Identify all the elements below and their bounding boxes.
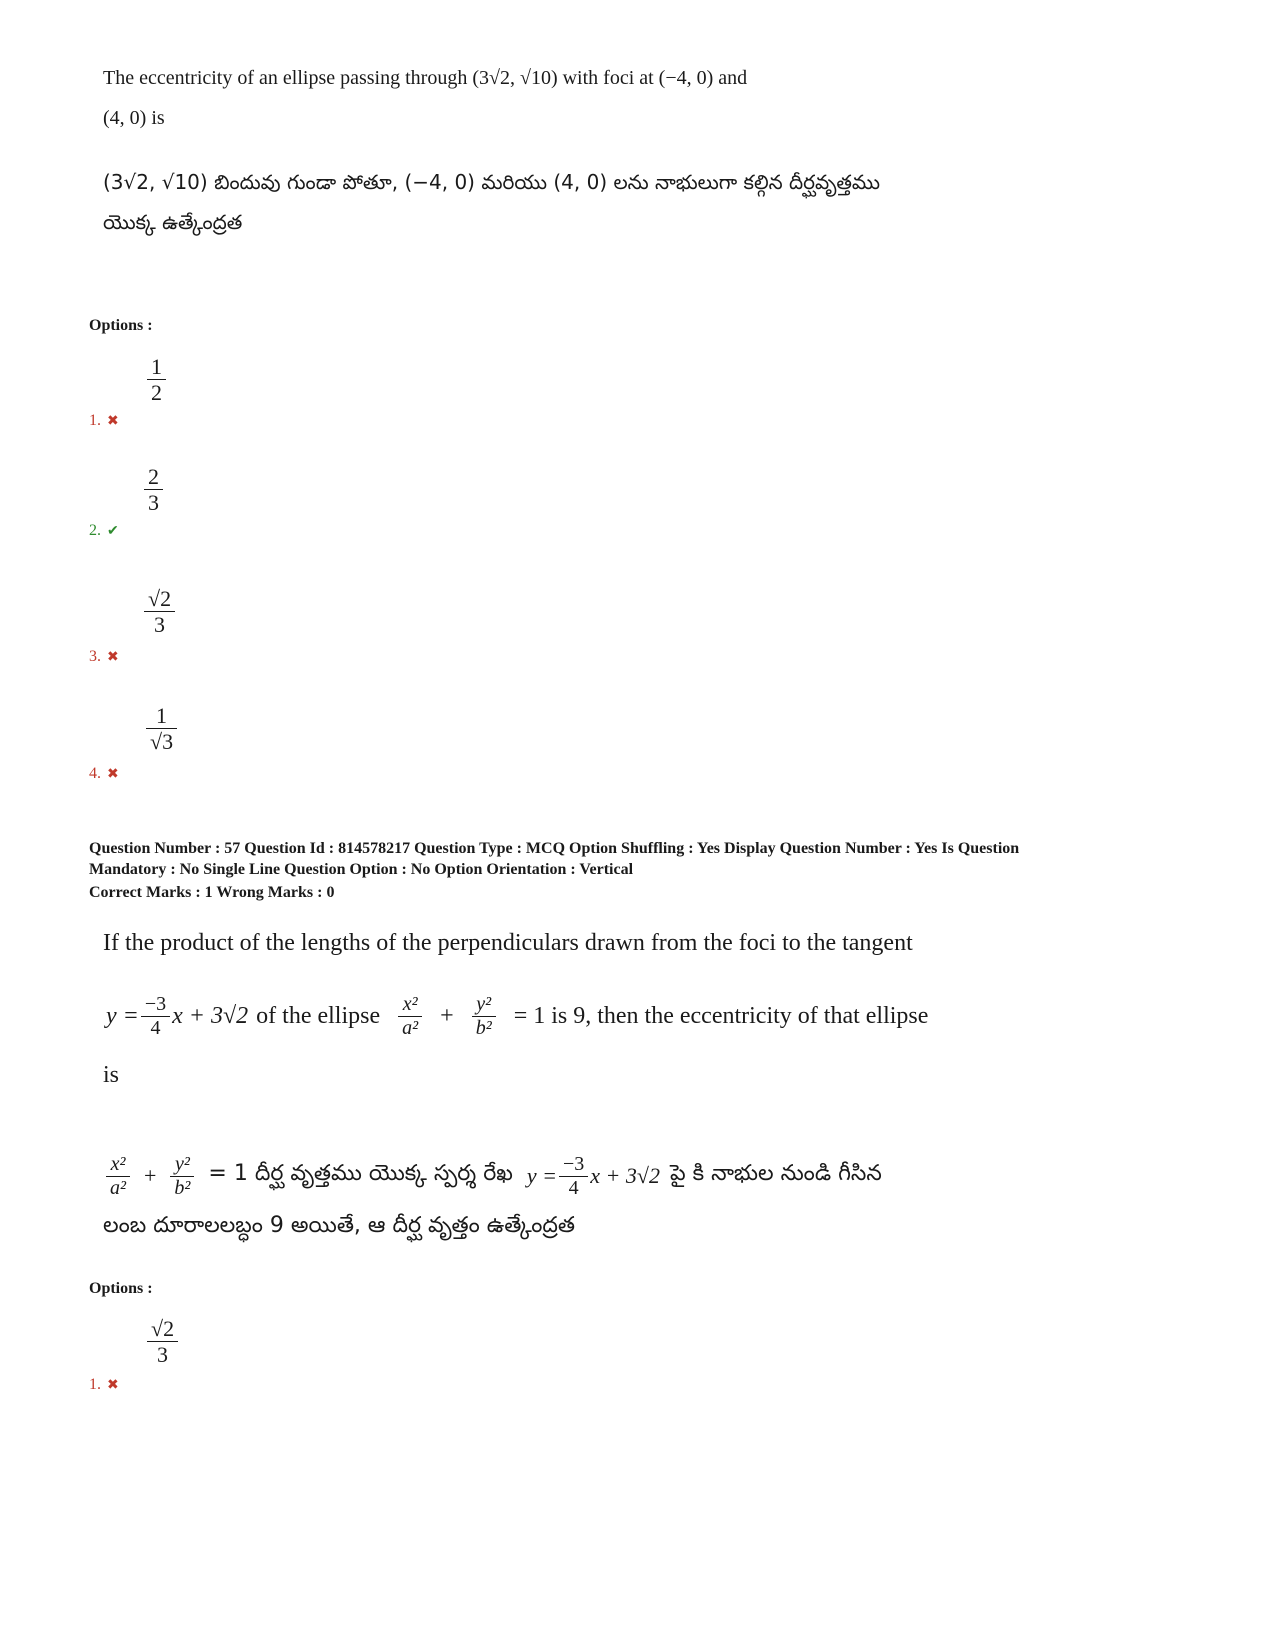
numerator: 1 bbox=[156, 703, 168, 728]
numerator: x² bbox=[110, 1152, 126, 1175]
denominator: 4 bbox=[150, 1016, 161, 1039]
denominator: b² bbox=[174, 1176, 191, 1199]
option-number bbox=[89, 412, 119, 430]
numerator: −3 bbox=[144, 992, 167, 1015]
option-number bbox=[89, 648, 119, 666]
option-value bbox=[147, 1316, 178, 1368]
option-value bbox=[144, 586, 175, 638]
check-icon: ✔ bbox=[107, 523, 119, 539]
options-label: Options : bbox=[89, 317, 153, 334]
option-index: 1. bbox=[89, 1376, 101, 1393]
meta-line: Mandatory : No Single Line Question Option : No Option Orientation : Vertical bbox=[89, 861, 634, 878]
cross-icon: ✖ bbox=[107, 649, 119, 665]
option-value bbox=[146, 703, 177, 755]
numerator: √2 bbox=[151, 1316, 175, 1341]
question-56-text-en bbox=[103, 58, 1003, 138]
text: of the ellipse bbox=[256, 1002, 381, 1029]
option-index: 2. bbox=[89, 522, 101, 539]
numerator: 1 bbox=[151, 354, 162, 379]
x2-over-a2 bbox=[398, 993, 422, 1040]
plus: + bbox=[440, 1002, 454, 1029]
eq-y: y = bbox=[526, 1163, 557, 1188]
numerator: x² bbox=[402, 992, 418, 1015]
plus: + bbox=[144, 1163, 157, 1188]
y2-over-b2 bbox=[170, 1153, 194, 1200]
question-57-line-1: If the product of the lengths of the perpendiculars drawn from the foci to the tangent bbox=[103, 930, 913, 956]
question-line: యొక్క ఉత్కేంద్రత bbox=[103, 210, 243, 234]
eq-rest: x + 3√2 bbox=[172, 1002, 249, 1029]
option-index: 1. bbox=[89, 412, 101, 429]
option-value bbox=[144, 464, 163, 516]
numerator: 2 bbox=[148, 464, 159, 489]
numerator: y² bbox=[476, 992, 492, 1015]
denominator: 4 bbox=[568, 1176, 579, 1199]
meta-line: Question Number : 57 Question Id : 814578217 Question Type : MCQ Option Shuffling : Yes Display Question Number : Yes Is Question bbox=[89, 840, 1020, 857]
eq-fraction bbox=[141, 993, 170, 1040]
question-line: (4, 0) is bbox=[103, 107, 165, 129]
denominator: √3 bbox=[150, 729, 174, 755]
option-value bbox=[147, 354, 166, 406]
options-label: Options : bbox=[89, 1280, 153, 1297]
y2-over-b2 bbox=[472, 993, 496, 1040]
option-index: 4. bbox=[89, 765, 101, 782]
denominator: 3 bbox=[154, 612, 166, 638]
question-57-line-3: is bbox=[103, 1062, 120, 1088]
cross-icon: ✖ bbox=[107, 413, 119, 429]
text: = 1 is 9, then the eccentricity of that ellipse bbox=[513, 1002, 929, 1029]
text: = 1 దీర్ఘ వృత్తము యొక్క స్పర్శ రేఖ bbox=[208, 1161, 513, 1186]
option-number bbox=[89, 765, 119, 783]
question-57-te-line-2: లంబ దూరాలలబ్ధం 9 అయితే, ఆ దీర్ఘ వృత్తం ఉత్కేంద్రత bbox=[103, 1213, 575, 1238]
eq-rest: x + 3√2 bbox=[590, 1163, 660, 1188]
question-57-meta bbox=[89, 838, 1249, 903]
denominator: b² bbox=[475, 1016, 492, 1039]
question-line: (3√2, √10) బిందువు గుండా పోతూ, (−4, 0) మరియు (4, 0) లను నాభులుగా కల్గిన దీర్ఘవృత్తము bbox=[103, 170, 880, 194]
text: పై కి నాభుల నుండి గీసిన bbox=[669, 1161, 882, 1186]
cross-icon: ✖ bbox=[107, 1377, 119, 1393]
denominator: 2 bbox=[151, 380, 162, 406]
question-57-te-line-1 bbox=[106, 1145, 1106, 1207]
numerator: −3 bbox=[562, 1152, 585, 1175]
option-number bbox=[89, 1376, 119, 1394]
marks-line: Correct Marks : 1 Wrong Marks : 0 bbox=[89, 884, 335, 901]
denominator: 3 bbox=[157, 1342, 169, 1368]
denominator: a² bbox=[110, 1176, 126, 1199]
question-line: The eccentricity of an ellipse passing through (3√2, √10) with foci at (−4, 0) and bbox=[103, 67, 748, 89]
x2-over-a2 bbox=[106, 1153, 130, 1200]
numerator: √2 bbox=[148, 586, 172, 611]
eq-fraction bbox=[559, 1153, 588, 1200]
question-57-line-2 bbox=[106, 985, 1106, 1047]
denominator: a² bbox=[402, 1016, 419, 1039]
eq-y: y = bbox=[106, 1002, 139, 1029]
numerator: y² bbox=[174, 1152, 190, 1175]
option-index: 3. bbox=[89, 648, 101, 665]
question-56-text-te bbox=[103, 162, 1003, 242]
cross-icon: ✖ bbox=[107, 766, 119, 782]
option-number bbox=[89, 522, 119, 540]
denominator: 3 bbox=[148, 490, 159, 516]
